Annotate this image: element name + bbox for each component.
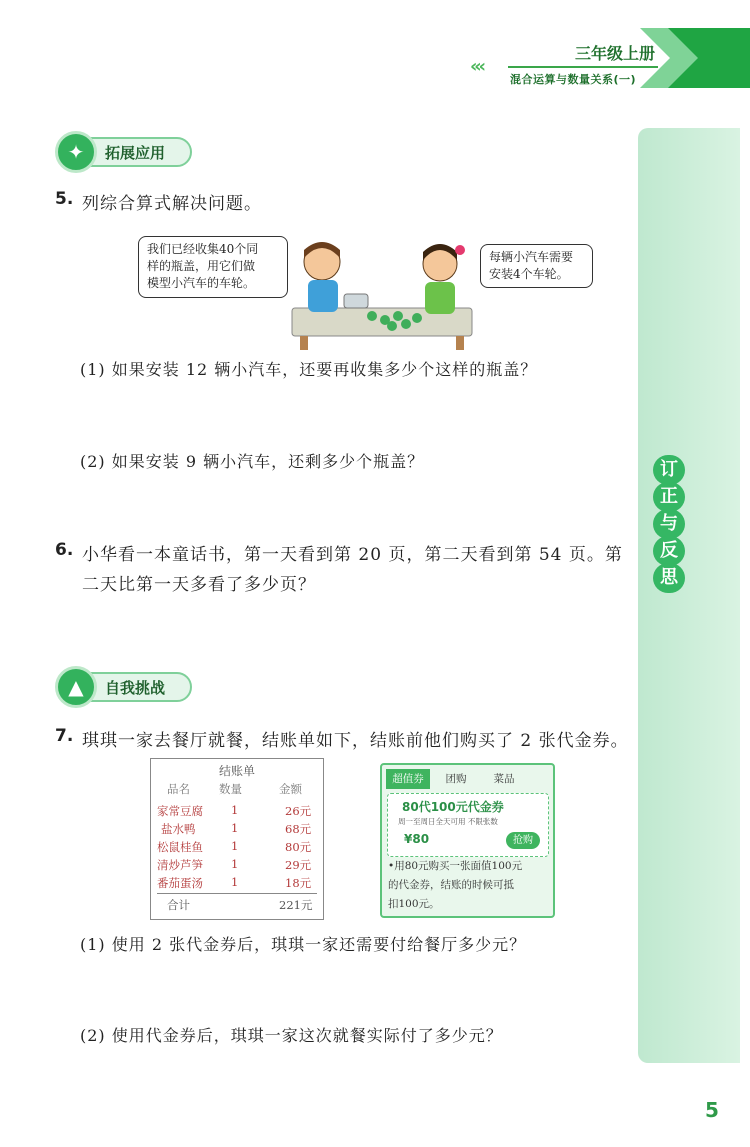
sub-question: (1) 如果安装 12 辆小汽车，还要再收集多少个这样的瓶盖？ [80, 360, 538, 379]
sidebar-char: 与 [653, 509, 685, 539]
page-number: 5 [705, 1098, 719, 1122]
section-title: 自我挑战 [105, 679, 166, 697]
receipt [150, 758, 324, 920]
girl-speech-bubble [480, 244, 593, 288]
question-text: 二天比第一天多看了多少页？ [82, 575, 316, 595]
puzzle-icon: ✦ [55, 131, 97, 173]
sidebar-char: 正 [653, 482, 685, 512]
coupon-tab: 团购 [445, 773, 467, 785]
receipt-qty: 1 [231, 875, 239, 889]
reflection-sidebar [638, 128, 740, 1063]
receipt-header: 数量 [219, 782, 242, 796]
question-text: 小华看一本童话书，第一天看到第 20 页，第二天看到第 54 页。第 [82, 545, 623, 565]
climber-icon: ▲ [55, 666, 97, 708]
speech-line: 模型小汽车的车轮。 [147, 276, 256, 290]
boy-speech-bubble [138, 236, 288, 298]
receipt-qty: 1 [231, 803, 239, 817]
speech-line: 每辆小汽车需要 [489, 250, 574, 264]
question-number: 6. [55, 540, 74, 560]
coupon-tab: 菜品 [493, 773, 515, 785]
coupon-note: 周一至周日全天可用 不限张数 [398, 817, 498, 826]
receipt-item: 盐水鸭 [161, 822, 196, 836]
receipt-amount: 80元 [285, 840, 312, 854]
receipt-amount: 68元 [285, 822, 312, 836]
receipt-amount: 29元 [285, 858, 312, 872]
sidebar-char: 反 [653, 536, 685, 566]
coupon-price: ¥80 [404, 832, 430, 846]
speech-line: 我们已经收集40个同 [147, 242, 259, 256]
sub-question: (1) 使用 2 张代金券后，琪琪一家还需要付给餐厅多少元？ [80, 935, 527, 954]
sub-question: (2) 如果安装 9 辆小汽车，还剩多少个瓶盖？ [80, 452, 425, 471]
question-number: 7. [55, 726, 74, 746]
receipt-total: 221元 [279, 898, 313, 912]
receipt-amount: 26元 [285, 804, 312, 818]
question-text: 列综合算式解决问题。 [82, 194, 262, 214]
coupon-description [388, 857, 522, 914]
sidebar-char: 订 [653, 455, 685, 485]
speech-line: 安装4个车轮。 [489, 267, 569, 281]
receipt-amount: 18元 [285, 876, 312, 890]
children-illustration [282, 232, 482, 350]
header-divider [508, 66, 658, 68]
receipt-item: 番茄蛋汤 [157, 876, 203, 890]
question-number: 5. [55, 189, 74, 209]
unit-label: 混合运算与数量关系(一) [510, 73, 637, 86]
coupon-title: 80代100元代金券 [402, 800, 504, 814]
coupon-desc-line: 扣100元。 [388, 898, 440, 910]
receipt-qty: 1 [231, 857, 239, 871]
double-chevron-icon: «‹ [470, 56, 484, 77]
sidebar-char: 思 [653, 563, 685, 593]
sub-question: (2) 使用代金券后，琪琪一家这次就餐实际付了多少元？ [80, 1026, 503, 1045]
receipt-header: 金额 [279, 782, 302, 796]
speech-line: 样的瓶盖，用它们做 [147, 259, 256, 273]
receipt-header: 品名 [167, 782, 190, 796]
grade-label: 三年级上册 [575, 44, 656, 63]
receipt-item: 家常豆腐 [157, 804, 203, 818]
receipt-qty: 1 [231, 839, 239, 853]
receipt-title: 结账单 [218, 764, 255, 778]
coupon-tab: 超值券 [386, 769, 430, 789]
receipt-item: 松鼠桂鱼 [157, 840, 203, 854]
section-title: 拓展应用 [105, 144, 166, 162]
receipt-qty: 1 [231, 821, 239, 835]
receipt-divider [157, 893, 317, 894]
coupon-desc-line: 的代金券，结账的时候可抵 [388, 879, 514, 891]
receipt-total-label: 合计 [167, 898, 190, 912]
question-text: 琪琪一家去餐厅就餐，结账单如下，结账前他们购买了 2 张代金券。 [82, 731, 629, 751]
buy-button[interactable]: 抢购 [506, 832, 540, 849]
coupon-card [380, 763, 555, 918]
coupon-ticket [387, 793, 549, 857]
receipt-item: 清炒芦笋 [157, 858, 203, 872]
coupon-desc-line: •用80元购买一张面值100元 [388, 860, 523, 872]
